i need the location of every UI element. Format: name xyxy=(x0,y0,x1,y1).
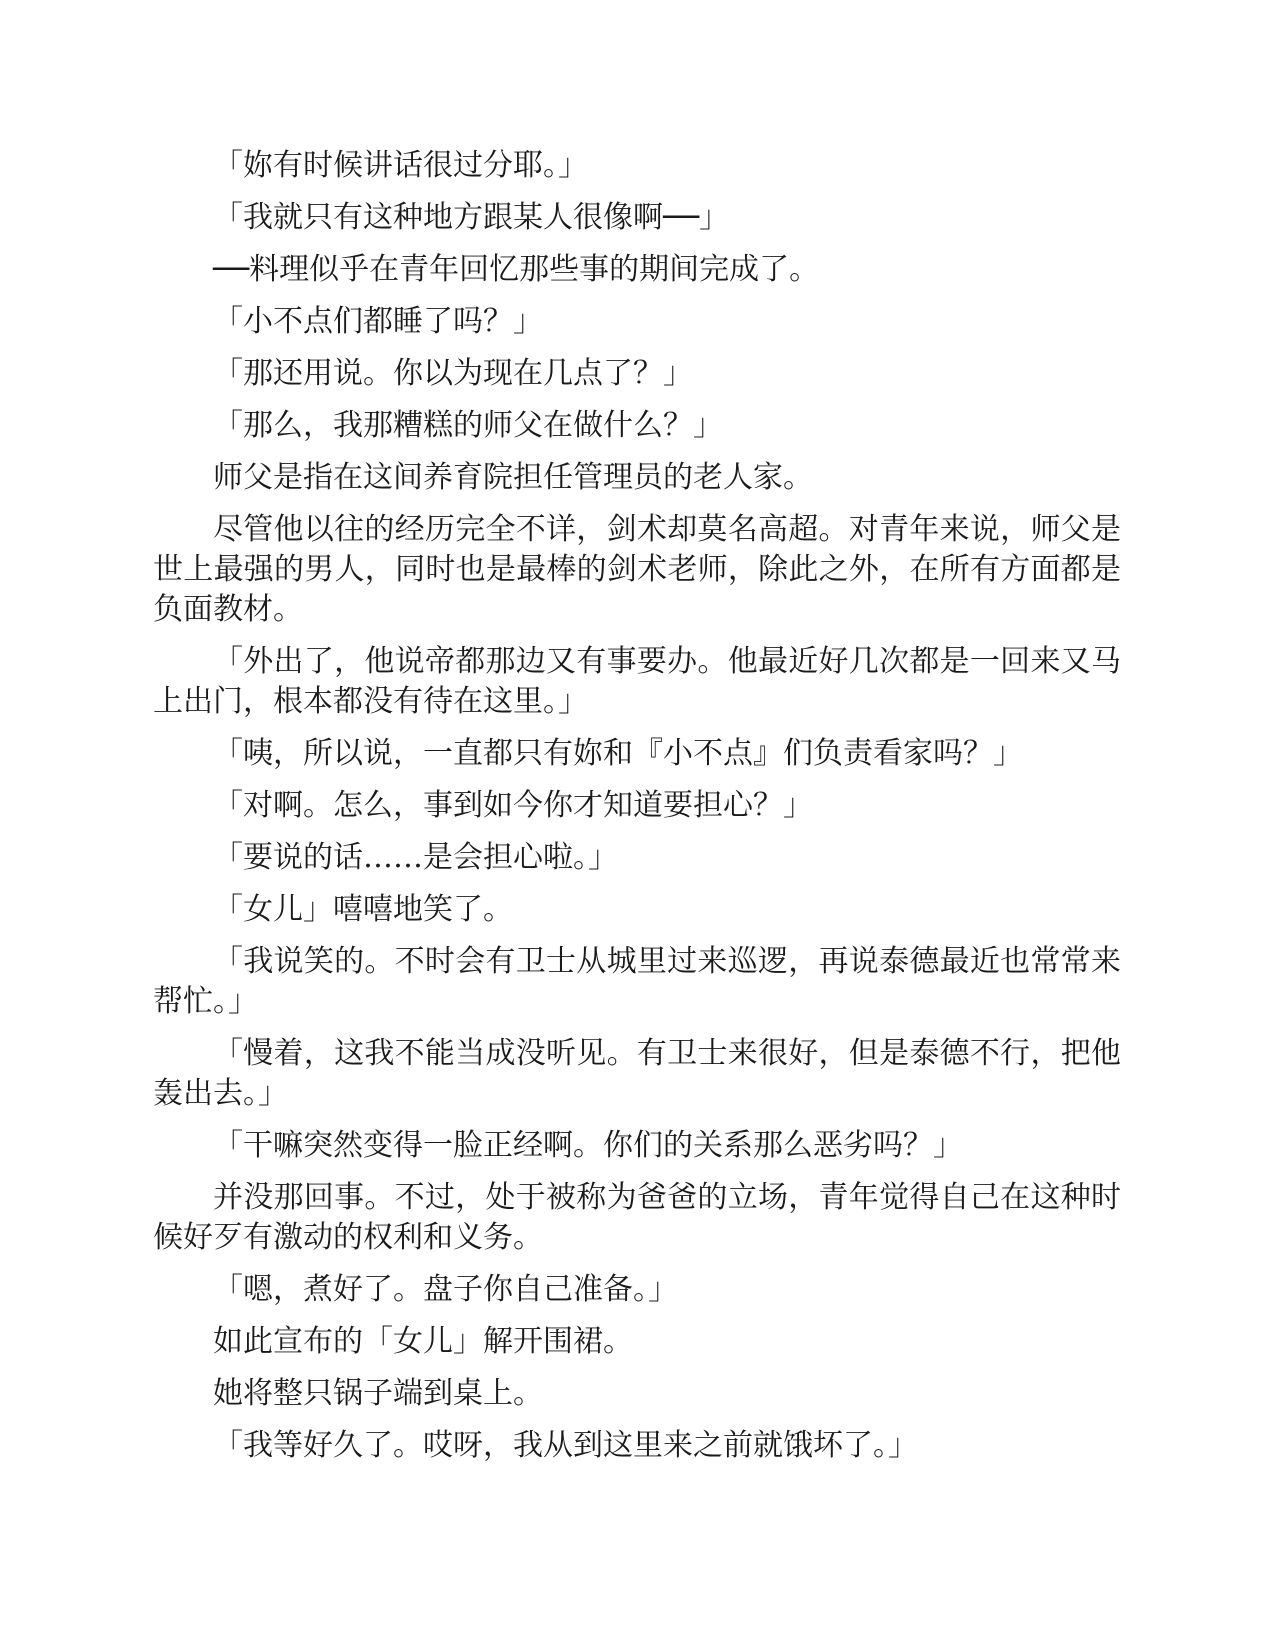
paragraph: 「我等好久了。哎呀，我从到这里来之前就饿坏了。」 xyxy=(213,1428,918,1463)
paragraph: 「女儿」嘻嘻地笑了。 xyxy=(213,892,513,927)
paragraph: 她将整只锅子端到桌上。 xyxy=(213,1376,543,1411)
paragraph: 「对啊。怎么，事到如今你才知道要担心？」 xyxy=(213,788,813,823)
paragraph: 并没那回事。不过，处于被称为爸爸的立场，青年觉得自己在这种时候好歹有激动的权利和义务。 xyxy=(153,1180,1121,1255)
paragraph: 「外出了，他说帝都那边又有事要办。他最近好几次都是一回来又马上出门，根本都没有待在这里。」 xyxy=(153,644,1121,719)
document-page xyxy=(153,146,1121,1478)
paragraph: 「那么，我那糟糕的师父在做什么？」 xyxy=(213,408,723,443)
paragraph: 「那还用说。你以为现在几点了？」 xyxy=(213,356,693,391)
paragraph: 「慢着，这我不能当成没听见。有卫士来很好，但是泰德不行，把他轰出去。」 xyxy=(153,1036,1121,1111)
paragraph: ──料理似乎在青年回忆那些事的期间完成了。 xyxy=(213,252,820,287)
paragraph: 如此宣布的「女儿」解开围裙。 xyxy=(213,1324,633,1359)
paragraph: 「嗯，煮好了。盘子你自己准备。」 xyxy=(213,1272,678,1307)
paragraph: 「妳有时候讲话很过分耶。」 xyxy=(213,148,588,183)
paragraph: 「我说笑的。不时会有卫士从城里过来巡逻，再说泰德最近也常常来帮忙。」 xyxy=(153,944,1121,1019)
paragraph: 「要说的话……是会担心啦。」 xyxy=(213,840,618,875)
paragraph: 「小不点们都睡了吗？」 xyxy=(213,304,543,339)
paragraph: 「我就只有这种地方跟某人很像啊──」 xyxy=(213,200,730,235)
paragraph: 师父是指在这间养育院担任管理员的老人家。 xyxy=(213,460,813,495)
paragraph: 「干嘛突然变得一脸正经啊。你们的关系那么恶劣吗？」 xyxy=(213,1128,963,1163)
paragraph: 「咦，所以说，一直都只有妳和『小不点』们负责看家吗？」 xyxy=(213,736,1023,771)
paragraph: 尽管他以往的经历完全不详，剑术却莫名高超。对青年来说，师父是世上最强的男人，同时也是最棒的剑术老师，除此之外，在所有方面都是负面教材。 xyxy=(153,512,1121,627)
